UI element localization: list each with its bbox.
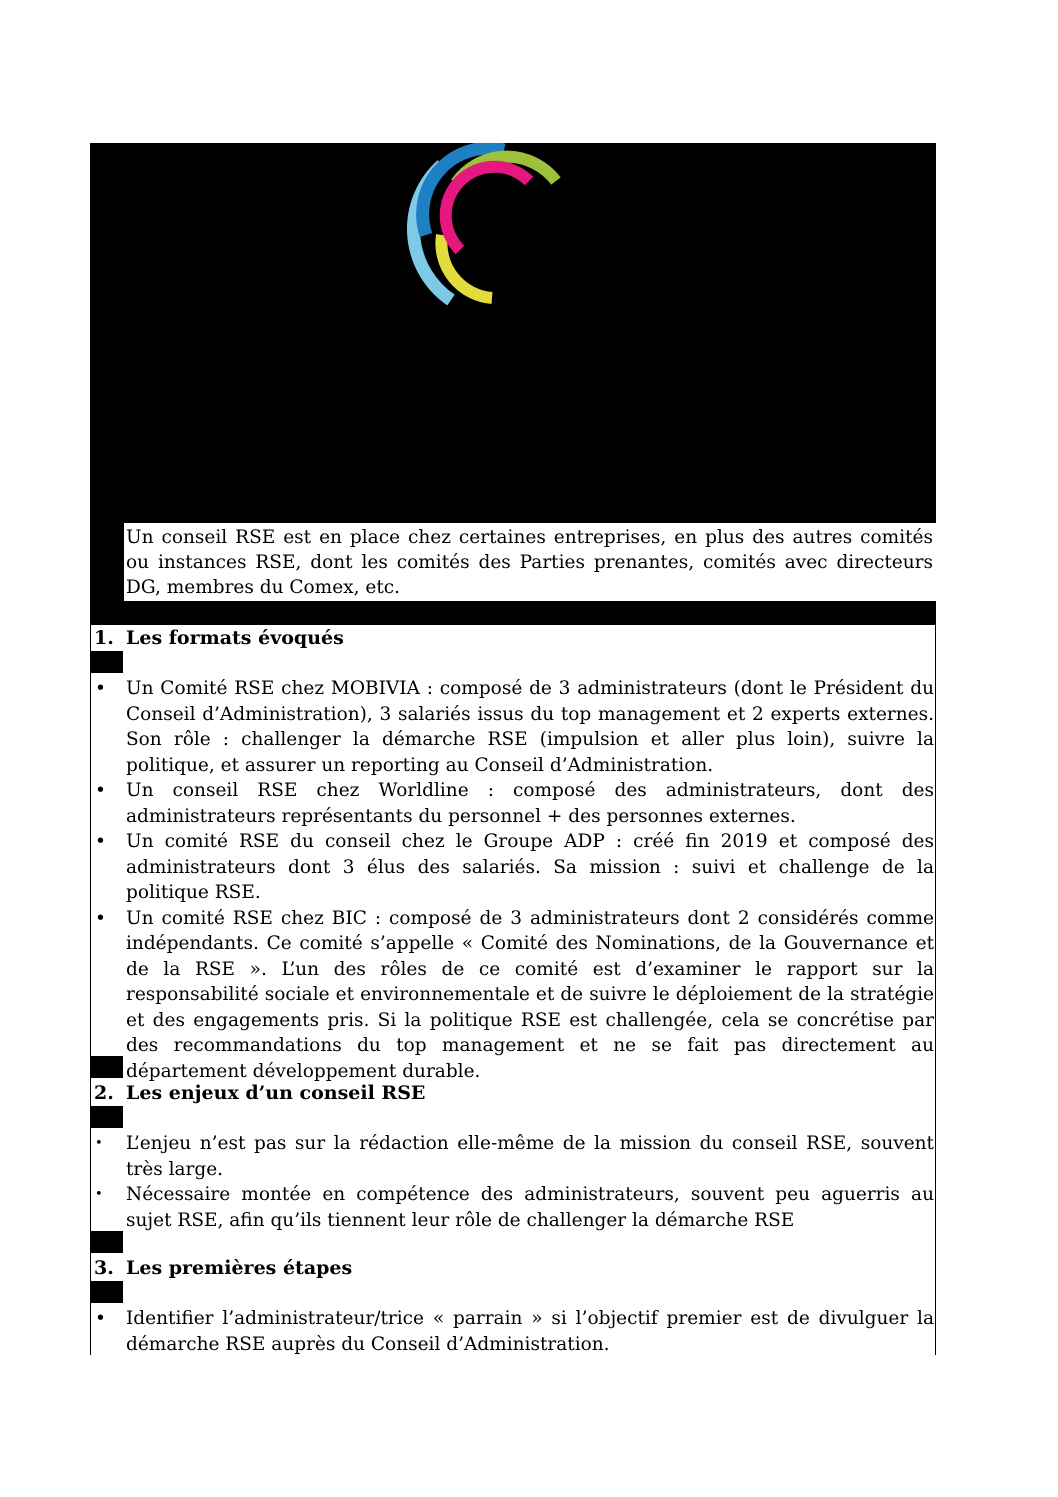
section-list bbox=[92, 1306, 934, 1357]
list-item: • Un comité RSE du conseil chez le Groupe ADP : créé fin 2019 et composé des administrateurs dont 3 élus des salariés. Sa mission : suivi et challenge de la politique RSE. bbox=[95, 831, 934, 903]
section-title: Les enjeux d’un conseil RSE bbox=[126, 1082, 426, 1104]
section-list bbox=[92, 1131, 934, 1233]
bullet-icon: • bbox=[95, 907, 106, 929]
section-heading bbox=[94, 1080, 425, 1106]
bullet-icon: • bbox=[95, 831, 106, 852]
list-item: • Identifier l’administrateur/trice « parrain » si l’objectif premier est de divulguer la démarche RSE auprès du Conseil d’Administration. bbox=[95, 1308, 934, 1355]
right-border-rule bbox=[935, 625, 936, 1355]
list-item: • Un Comité RSE chez MOBIVIA : composé de 3 administrateurs (dont le Président du Conseil d’Administration), 3 salariés issus du top management et 2 experts externes. Son rôle : challenger la démarche RSE (impulsion et aller plus loin), suivre la politique, et assurer un reporting au Conseil d’Administration. bbox=[95, 678, 934, 776]
section-marker-block bbox=[90, 1106, 123, 1128]
section-title: Les formats évoqués bbox=[126, 627, 344, 649]
arcs-logo-icon bbox=[404, 143, 574, 313]
intro-paragraph: Un conseil RSE est en place chez certaines entreprises, en plus des autres comités ou instances RSE, dont les comités des Parties prenantes, comités avec directeurs DG, membres du Comex, etc. bbox=[124, 523, 936, 601]
section-number: 3. bbox=[94, 1257, 114, 1279]
section-title: Les premières étapes bbox=[126, 1257, 353, 1279]
bullet-icon: • bbox=[95, 1136, 103, 1151]
section-heading bbox=[94, 625, 344, 651]
list-item: • Nécessaire montée en compétence des administrateurs, souvent peu aguerris au sujet RSE, afin qu’ils tiennent leur rôle de challenger la démarche RSE bbox=[95, 1184, 934, 1231]
bullet-icon: • bbox=[95, 1187, 103, 1202]
bullet-icon: • bbox=[95, 1308, 106, 1329]
list-item: • Un comité RSE chez BIC : composé de 3 administrateurs dont 2 considérés comme indépendants. Ce comité s’appelle « Comité des Nominations, de la Gouvernance et de la RSE ». L’un des rôles de ce comité est d’examiner le rapport sur la responsabilité sociale et environnementale et de suivre le déploiement de la stratégie et des engagements pris. Si la politique RSE est challengée, cela se concrétise par des recommandations du top management et ne se fait pas directement au département développement durable. bbox=[95, 907, 934, 1082]
section-list bbox=[92, 676, 934, 1084]
list-item: • L’enjeu n’est pas sur la rédaction elle-même de la mission du conseil RSE, souvent très large. bbox=[95, 1133, 934, 1180]
section-marker-block bbox=[90, 1231, 123, 1253]
bullet-icon: • bbox=[95, 678, 106, 699]
list-item: • Un conseil RSE chez Worldline : composé des administrateurs, dont des administrateurs représentants du personnel + des personnes externes. bbox=[95, 780, 934, 827]
section-marker-block bbox=[90, 1281, 123, 1303]
section-marker-block bbox=[90, 1056, 123, 1078]
section-heading bbox=[94, 1255, 352, 1281]
section-number: 2. bbox=[94, 1082, 114, 1104]
section-marker-block bbox=[90, 651, 123, 673]
bullet-icon: • bbox=[95, 780, 106, 801]
section-number: 1. bbox=[94, 627, 114, 649]
